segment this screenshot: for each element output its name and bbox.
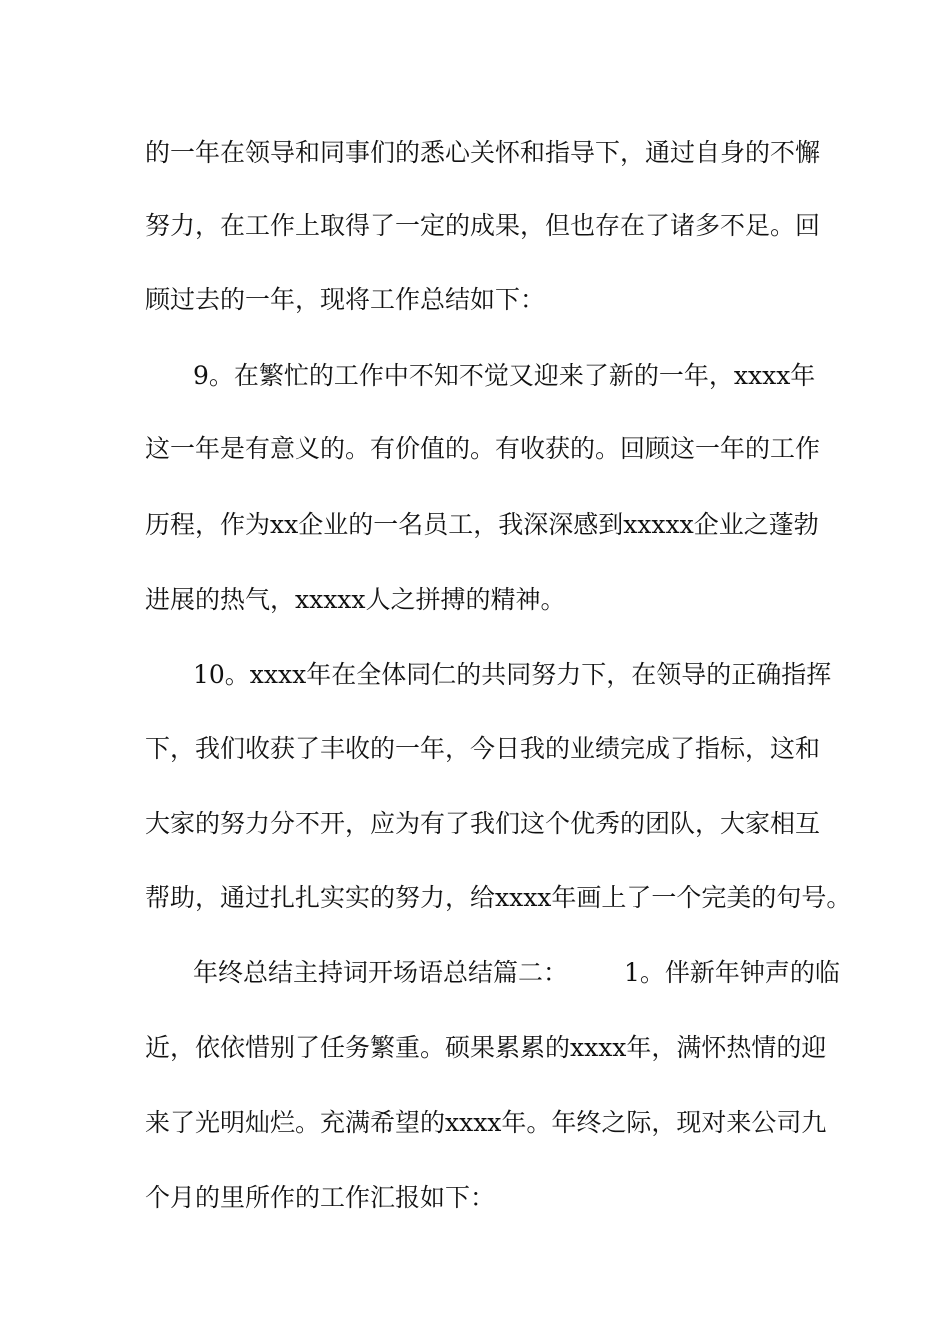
paragraph-line: 的一年在领导和同事们的悉心关怀和指导下，通过自身的不懈	[145, 138, 821, 167]
paragraph-line: 努力，在工作上取得了一定的成果，但也存在了诸多不足。回	[145, 211, 821, 240]
paragraph-line: 帮助，通过扎扎实实的努力，给xxxx年画上了一个完美的句号。	[145, 883, 852, 912]
paragraph-line	[193, 953, 840, 993]
list-item-text: 1。伴新年钟声的临	[624, 958, 840, 987]
paragraph-line: 大家的努力分不开，应为有了我们这个优秀的团队，大家相互	[145, 809, 821, 838]
paragraph-line: 这一年是有意义的。有价值的。有收获的。回顾这一年的工作	[145, 434, 821, 463]
paragraph-line: 历程，作为xx企业的一名员工，我深深感到xxxxx企业之蓬勃	[145, 510, 819, 539]
paragraph-line: 顾过去的一年，现将工作总结如下：	[145, 285, 546, 314]
paragraph-line: 进展的热气，xxxxx人之拼搏的精神。	[145, 585, 566, 614]
paragraph-line: 10。xxxx年在全体同仁的共同努力下，在领导的正确指挥	[193, 660, 832, 689]
paragraph-line: 个月的里所作的工作汇报如下：	[145, 1183, 496, 1212]
paragraph-line: 来了光明灿烂。充满希望的xxxx年。年终之际，现对来公司九	[145, 1108, 827, 1137]
paragraph-line: 9。在繁忙的工作中不知不觉又迎来了新的一年，xxxx年	[193, 361, 816, 390]
paragraph-line: 下，我们收获了丰收的一年，今日我的业绩完成了指标，这和	[145, 734, 821, 763]
section-heading: 年终总结主持词开场语总结篇二：	[193, 958, 569, 987]
paragraph-line: 近，依依惜别了任务繁重。硕果累累的xxxx年，满怀热情的迎	[145, 1033, 827, 1062]
